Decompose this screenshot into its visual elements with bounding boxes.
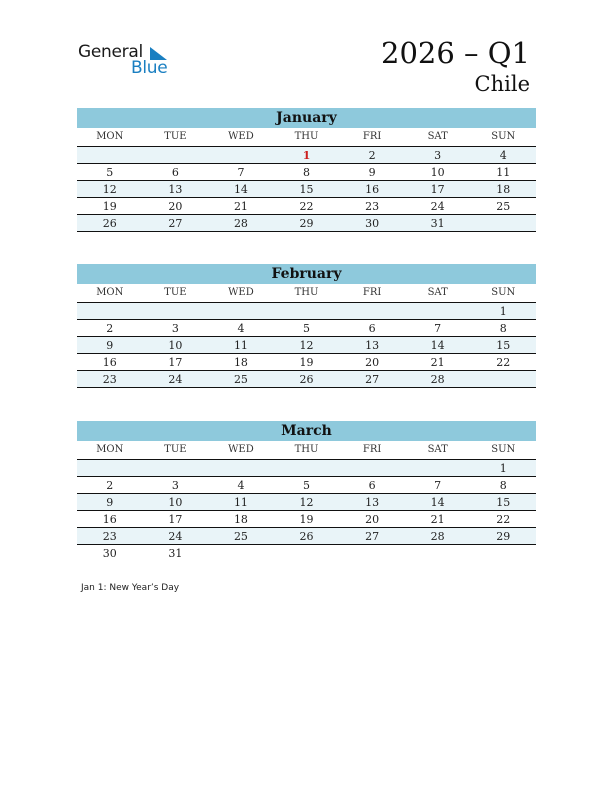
weekday-header-row <box>77 284 536 303</box>
weekday-label: SAT <box>427 444 448 455</box>
day-cell: 6 <box>368 479 376 492</box>
day-cell: 3 <box>434 149 442 162</box>
day-cell: 17 <box>168 356 183 369</box>
day-cell: 29 <box>496 530 511 543</box>
day-cell: 25 <box>496 200 511 213</box>
page-title: 2026 – Q1 <box>381 36 530 70</box>
day-cell: 23 <box>365 200 380 213</box>
day-cell: 5 <box>106 166 114 179</box>
day-cell: 14 <box>233 183 248 196</box>
day-cell: 2 <box>368 149 376 162</box>
month-name: February <box>77 264 536 284</box>
day-cell: 10 <box>430 166 445 179</box>
week-row <box>77 198 536 215</box>
day-cell: 28 <box>430 530 445 543</box>
day-cell: 22 <box>299 200 314 213</box>
day-cell: 4 <box>237 322 245 335</box>
day-cell: 14 <box>430 339 445 352</box>
day-cell: 6 <box>171 166 179 179</box>
day-cell: 30 <box>102 547 117 560</box>
day-cell: 2 <box>106 322 114 335</box>
day-cell: 7 <box>434 479 442 492</box>
day-cell: 11 <box>496 166 511 179</box>
day-cell: 28 <box>233 217 248 230</box>
day-cell <box>470 545 536 561</box>
day-cell: 13 <box>168 183 183 196</box>
day-cell: 12 <box>299 496 314 509</box>
day-cell: 9 <box>368 166 376 179</box>
week-row <box>77 215 536 232</box>
day-cell: 11 <box>233 339 248 352</box>
day-cell: 16 <box>102 356 117 369</box>
day-cell: 4 <box>499 149 507 162</box>
weekday-label: SUN <box>491 287 516 298</box>
day-cell: 29 <box>299 217 314 230</box>
day-cell: 26 <box>102 217 117 230</box>
day-cell: 24 <box>168 530 183 543</box>
week-row <box>77 147 536 164</box>
day-cell <box>470 215 536 231</box>
day-cell: 18 <box>496 183 511 196</box>
weekday-label: FRI <box>362 287 382 298</box>
day-cell: 13 <box>365 339 380 352</box>
weeks-container <box>77 147 536 232</box>
day-cell: 19 <box>299 513 314 526</box>
weekday-label: MON <box>96 444 124 455</box>
day-cell <box>339 460 405 476</box>
day-cell: 21 <box>233 200 248 213</box>
day-cell <box>405 303 471 319</box>
day-cell: 25 <box>233 373 248 386</box>
day-cell: 15 <box>496 496 511 509</box>
day-cell: 19 <box>299 356 314 369</box>
weekday-label: WED <box>228 131 254 142</box>
day-cell: 31 <box>430 217 445 230</box>
day-cell <box>274 460 340 476</box>
weekday-label: TUE <box>164 444 187 455</box>
day-cell: 26 <box>299 530 314 543</box>
day-cell: 24 <box>430 200 445 213</box>
weekday-label: SUN <box>491 131 516 142</box>
day-cell <box>208 147 274 163</box>
weekday-label: SAT <box>427 287 448 298</box>
day-cell: 10 <box>168 339 183 352</box>
day-cell: 18 <box>233 356 248 369</box>
logo-text-general: General <box>78 42 143 62</box>
day-cell: 21 <box>430 513 445 526</box>
week-row <box>77 494 536 511</box>
logo-text-blue: Blue <box>131 58 168 78</box>
day-cell: 20 <box>365 513 380 526</box>
day-cell: 30 <box>365 217 380 230</box>
day-cell: 7 <box>434 322 442 335</box>
day-cell: 5 <box>303 479 311 492</box>
day-cell: 15 <box>299 183 314 196</box>
weekday-label: MON <box>96 287 124 298</box>
weekday-label: THU <box>294 131 319 142</box>
day-cell: 5 <box>303 322 311 335</box>
day-cell: 1 <box>499 305 507 318</box>
day-cell: 1 <box>499 462 507 475</box>
day-cell: 22 <box>496 356 511 369</box>
day-cell: 19 <box>102 200 117 213</box>
day-cell: 24 <box>168 373 183 386</box>
day-cell: 17 <box>168 513 183 526</box>
week-row <box>77 460 536 477</box>
day-cell <box>274 303 340 319</box>
weekday-label: SAT <box>427 131 448 142</box>
day-cell: 11 <box>233 496 248 509</box>
weekday-label: WED <box>228 287 254 298</box>
day-cell: 26 <box>299 373 314 386</box>
day-cell: 14 <box>430 496 445 509</box>
weekday-label: WED <box>228 444 254 455</box>
weekday-label: TUE <box>164 287 187 298</box>
day-cell: 12 <box>299 339 314 352</box>
generalblue-logo <box>78 42 178 78</box>
day-cell <box>77 303 143 319</box>
weekday-label: FRI <box>362 131 382 142</box>
week-row <box>77 477 536 494</box>
day-cell: 22 <box>496 513 511 526</box>
day-cell: 27 <box>365 373 380 386</box>
weeks-container <box>77 460 536 561</box>
holiday-day-cell: 1 <box>302 149 311 162</box>
day-cell: 15 <box>496 339 511 352</box>
day-cell <box>208 460 274 476</box>
week-row <box>77 181 536 198</box>
day-cell: 31 <box>168 547 183 560</box>
day-cell <box>339 545 405 561</box>
day-cell: 9 <box>106 339 114 352</box>
day-cell: 20 <box>168 200 183 213</box>
day-cell: 7 <box>237 166 245 179</box>
day-cell: 8 <box>303 166 311 179</box>
week-row <box>77 545 536 561</box>
weeks-container <box>77 303 536 388</box>
weekday-label: MON <box>96 131 124 142</box>
day-cell <box>77 147 143 163</box>
day-cell: 16 <box>365 183 380 196</box>
day-cell <box>339 303 405 319</box>
day-cell: 13 <box>365 496 380 509</box>
day-cell: 8 <box>499 479 507 492</box>
day-cell <box>470 371 536 387</box>
day-cell <box>405 460 471 476</box>
day-cell: 4 <box>237 479 245 492</box>
weekday-label: SUN <box>491 444 516 455</box>
day-cell <box>208 545 274 561</box>
day-cell: 3 <box>171 322 179 335</box>
week-row <box>77 371 536 388</box>
month-calendar-february <box>77 264 536 388</box>
day-cell: 27 <box>168 217 183 230</box>
week-row <box>77 337 536 354</box>
month-name: March <box>77 421 536 441</box>
week-row <box>77 354 536 371</box>
weekday-label: THU <box>294 287 319 298</box>
week-row <box>77 164 536 181</box>
day-cell: 28 <box>430 373 445 386</box>
weekday-label: FRI <box>362 444 382 455</box>
day-cell: 12 <box>102 183 117 196</box>
day-cell: 8 <box>499 322 507 335</box>
day-cell <box>274 545 340 561</box>
day-cell <box>77 460 143 476</box>
weekday-label: THU <box>294 444 319 455</box>
country-label: Chile <box>474 72 530 96</box>
month-calendar-january <box>77 108 536 232</box>
day-cell: 2 <box>106 479 114 492</box>
month-name: January <box>77 108 536 128</box>
month-calendar-march <box>77 421 536 561</box>
holiday-note: Jan 1: New Year’s Day <box>81 583 180 593</box>
day-cell: 17 <box>430 183 445 196</box>
day-cell <box>405 545 471 561</box>
day-cell: 6 <box>368 322 376 335</box>
day-cell: 27 <box>365 530 380 543</box>
day-cell: 3 <box>171 479 179 492</box>
day-cell: 10 <box>168 496 183 509</box>
week-row <box>77 528 536 545</box>
weekday-header-row <box>77 441 536 460</box>
day-cell: 9 <box>106 496 114 509</box>
day-cell: 25 <box>233 530 248 543</box>
day-cell: 18 <box>233 513 248 526</box>
weekday-header-row <box>77 128 536 147</box>
day-cell <box>143 303 209 319</box>
day-cell: 20 <box>365 356 380 369</box>
week-row <box>77 303 536 320</box>
day-cell <box>143 147 209 163</box>
day-cell <box>143 460 209 476</box>
day-cell <box>208 303 274 319</box>
day-cell: 16 <box>102 513 117 526</box>
day-cell: 23 <box>102 373 117 386</box>
week-row <box>77 511 536 528</box>
day-cell: 21 <box>430 356 445 369</box>
day-cell: 23 <box>102 530 117 543</box>
weekday-label: TUE <box>164 131 187 142</box>
week-row <box>77 320 536 337</box>
